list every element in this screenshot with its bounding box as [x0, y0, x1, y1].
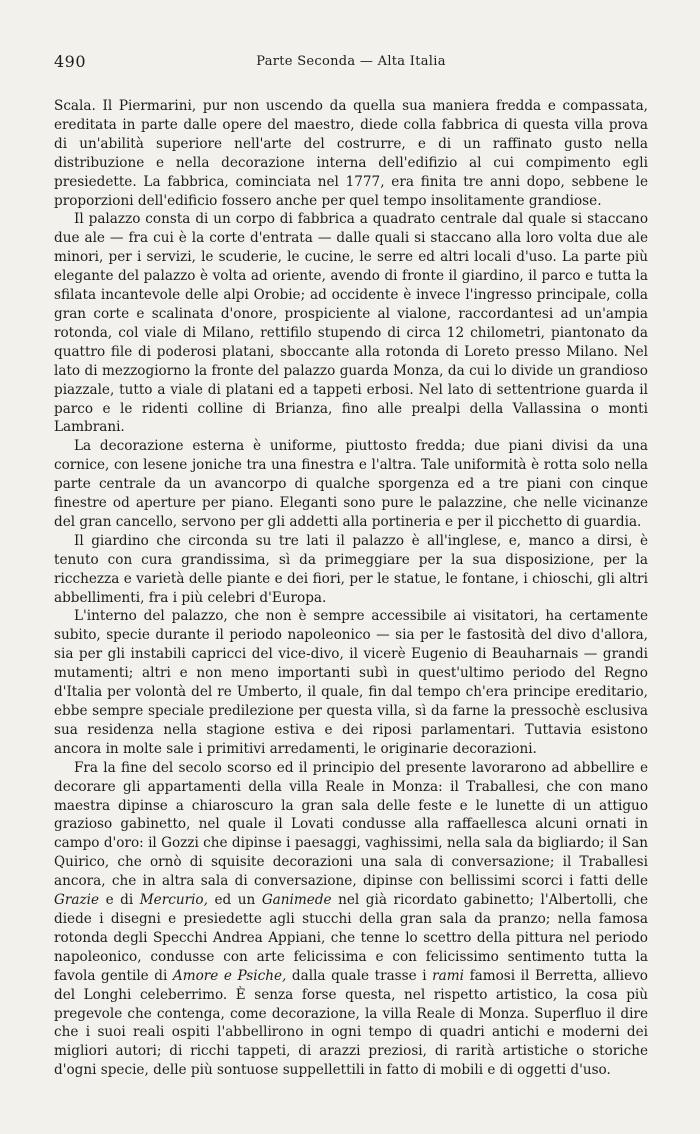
body-text: [54, 97, 648, 1080]
paragraph-4: Il giardino che circonda su tre lati il palazzo è all'inglese, e, manco a dirsi, è tenuto con cura grandissima, sì da primeggiare per la sua disposizione, per la ricchezza e varietà delle piante e dei fiori, per le statue, le fontane, i chioschi, gli altri abbellimenti, fra i più celebri d'Europa.: [54, 532, 648, 606]
paragraph-6-text-2: e di: [99, 892, 140, 909]
paragraph-1: Scala. Il Piermarini, pur non uscendo da quella sua maniera fredda e compassata, ereditata in parte dalle opere del maestro, diede colla fabbrica di questa villa prova di un'abilità superiore nell'arte del costrurre, e di un raffinato gusto nella distribuzione e nella decorazione interna dell'edifizio al cui compimento egli presiedette. La fabbrica, cominciata nel 1777, era finita tre anni dopo, sebbene le proporzioni dell'edificio fossero anche per quel tempo insolitamente grandiose.: [54, 98, 648, 209]
paragraph-6-text-1: Fra la fine del secolo scorso ed il principio del presente lavorarono ad abbellire e decorare gli appartamenti della villa Reale in Monza: il Traballesi, che con mano maestra dipinse a chiaroscuro la gran sala delle feste e le lunette di un attiguo grazioso gabinetto, nel quale il Lovati condusse alla raffaellesca alcuni ornati in campo d'oro: il Gozzi che dipinse i paesaggi, vaghissimi, nella sala da bigliardo; il San Quirico, che ornò di squisite decorazioni una sala di conversazione; il Traballesi ancora, che in altra sala di conversazione, dipinse con bellissimi scorci i fatti delle: [54, 759, 648, 890]
page-number: 490: [54, 52, 87, 71]
paragraph-5: L'interno del palazzo, che non è sempre accessibile ai visitatori, ha certamente subito, specie durante il periodo napoleonico — sia per le fastosità del divo d'allora, sia per gli instabili capricci del vice-divo, il vicerè Eugenio di Beauharnais — grandi mutamenti; altri e non meno importanti subì in quest'ultimo periodo del Regno d'Italia per volontà del re Umberto, il quale, fin dal tempo ch'era principe ereditario, ebbe sempre speciale predilezione per questa villa, sì da farne la pressochè esclusiva sua residenza nella stagione estiva e dei riposi parlamentari. Tuttavia esistono ancora in molte sale i primitivi arredamenti, le originarie decorazioni.: [54, 608, 648, 757]
italic-amore-e-psiche: Amore e Psiche,: [172, 967, 287, 984]
paragraph-6: [54, 759, 648, 1080]
paragraph-6-text-3: ed un: [207, 892, 262, 909]
italic-grazie: Grazie: [54, 892, 100, 909]
page-header: [54, 52, 648, 72]
italic-ganimede: Ganimede: [261, 892, 332, 909]
running-title: Parte Seconda — Alta Italia: [256, 54, 446, 69]
paragraph-6-text-4: nel già ricordato gabinetto; l'Albertolli, che diede i disegni e presiedette agli stucchi della gran sala da pranzo; nella famosa rotonda degli Specchi Andrea Appiani, che tenne lo scettro della pittura nel periodo napoleonico, condusse con arte felicissima e con felicissimo sentimento tutta la favola gentile di: [54, 892, 648, 984]
paragraph-6-text-5: dalla quale trasse i: [286, 967, 433, 984]
paragraph-6-text-6: famosi il Berretta, allievo del Longhi celeberrimo. È senza forse questa, nel rispetto artistico, la cosa più pregevole che contenga, come decorazione, la villa Reale di Monza. Superfluo il dire che i suoi reali ospiti l'abbellirono in ogni tempo di quadri antichi e moderni dei migliori autori; di ricchi tappeti, di arazzi preziosi, di rarità artistiche o storiche d'ogni specie, delle più sontuose suppellettili in fatto di mobili e di oggetti d'uso.: [54, 967, 648, 1079]
italic-rami: rami: [432, 967, 465, 984]
paragraph-2: Il palazzo consta di un corpo di fabbrica a quadrato centrale dal quale si staccano due ale — fra cui è la corte d'entrata — dalle quali si staccano alla loro volta due ale minori, per i servizi, le scuderie, le cucine, le serre ed altri locali d'uso. La parte più elegante del palazzo è volta ad oriente, avendo di fronte il giardino, il parco e tutta la sfilata incantevole delle alpi Orobie; ad occidente è invece l'ingresso principale, colla gran corte e scalinata d'onore, prospiciente al vialone, raccordantesi ad un'ampia rotonda, col viale di Milano, rettifilo stupendo di circa 12 chilometri, piantonato da quattro file di poderosi platani, sboccante alla rotonda di Loreto presso Milano. Nel lato di mezzogiorno la fronte del palazzo guarda Monza, da cui lo divide un grandioso piazzale, tutto a viale di platani ed a tappeti erbosi. Nel lato di settentrione guarda il parco e le ridenti colline di Brianza, fino alle prealpi della Vallassina o monti Lambrani.: [54, 211, 648, 436]
paragraph-3: La decorazione esterna è uniforme, piuttosto fredda; due piani divisi da una cornice, con lesene joniche tra una finestra e l'altra. Tale uniformità è rotta solo nella parte centrale da un avancorpo di qualche sporgenza ed a tre piani con cinque finestre od aperture per piano. Eleganti sono pure le palazzine, che nelle vicinanze del gran cancello, servono per gli addetti alla portineria e per il picchetto di guardia.: [54, 438, 648, 530]
italic-mercurio: Mercurio,: [139, 892, 208, 909]
